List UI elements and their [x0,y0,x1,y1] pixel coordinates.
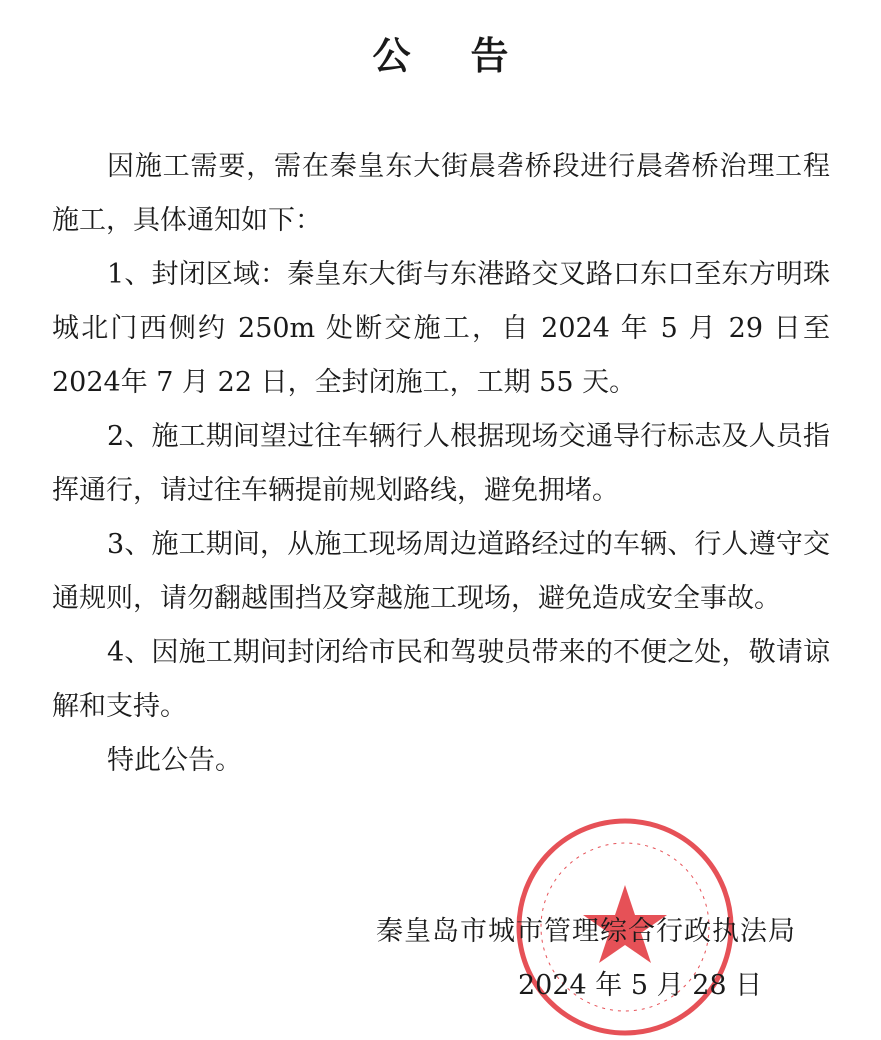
paragraph-line: 2、施工期间望过往车辆行人根据现场交通导行标志及人员 [107,421,803,452]
paragraph-line: 因施工需要，需在秦皇东大街晨砻桥段进行晨砻桥治理工程 [107,151,830,182]
paragraph-line: 3、施工期间，从施工现场周边道路经过的车辆、行人遵守 [107,529,803,560]
paragraph-line: 特此公告。 [107,745,242,776]
paragraph-item-4 [52,626,830,734]
paragraph-closing [52,734,830,788]
paragraph-item-2 [52,410,830,518]
paragraph-line: 珠城北门西侧约 250m 处断交施工，自 2024 年 5 月 29 日至 2024 [52,259,830,398]
paragraph-line: 1、封闭区域：秦皇东大街与东港路交叉路口东口至东方明 [107,259,803,290]
paragraph-line: 谅解和支持。 [52,637,830,722]
paragraph-line: 交通规则，请勿翻越围挡及穿越施工现场，避免造成安全事故。 [52,529,830,614]
page-title: 公告 [372,34,569,78]
paragraph-line: 4、因施工期间封闭给市民和驾驶员带来的不便之处，敬请 [107,637,803,668]
paragraph-line: 年 7 月 22 日，全封闭施工，工期 55 天。 [120,367,637,398]
issue-date: 2024 年 5 月 28 日 [518,970,763,1001]
paragraph-item-3 [52,518,830,626]
paragraph-line: 指挥通行，请过往车辆提前规划路线，避免拥堵。 [52,421,830,506]
paragraph-item-1 [52,248,830,410]
notice-body [52,140,830,788]
paragraph-line: 施工，具体通知如下： [52,205,322,236]
issuer-signature: 秦皇岛市城市管理综合行政执法局 [376,916,796,947]
paragraph-intro [52,140,830,248]
